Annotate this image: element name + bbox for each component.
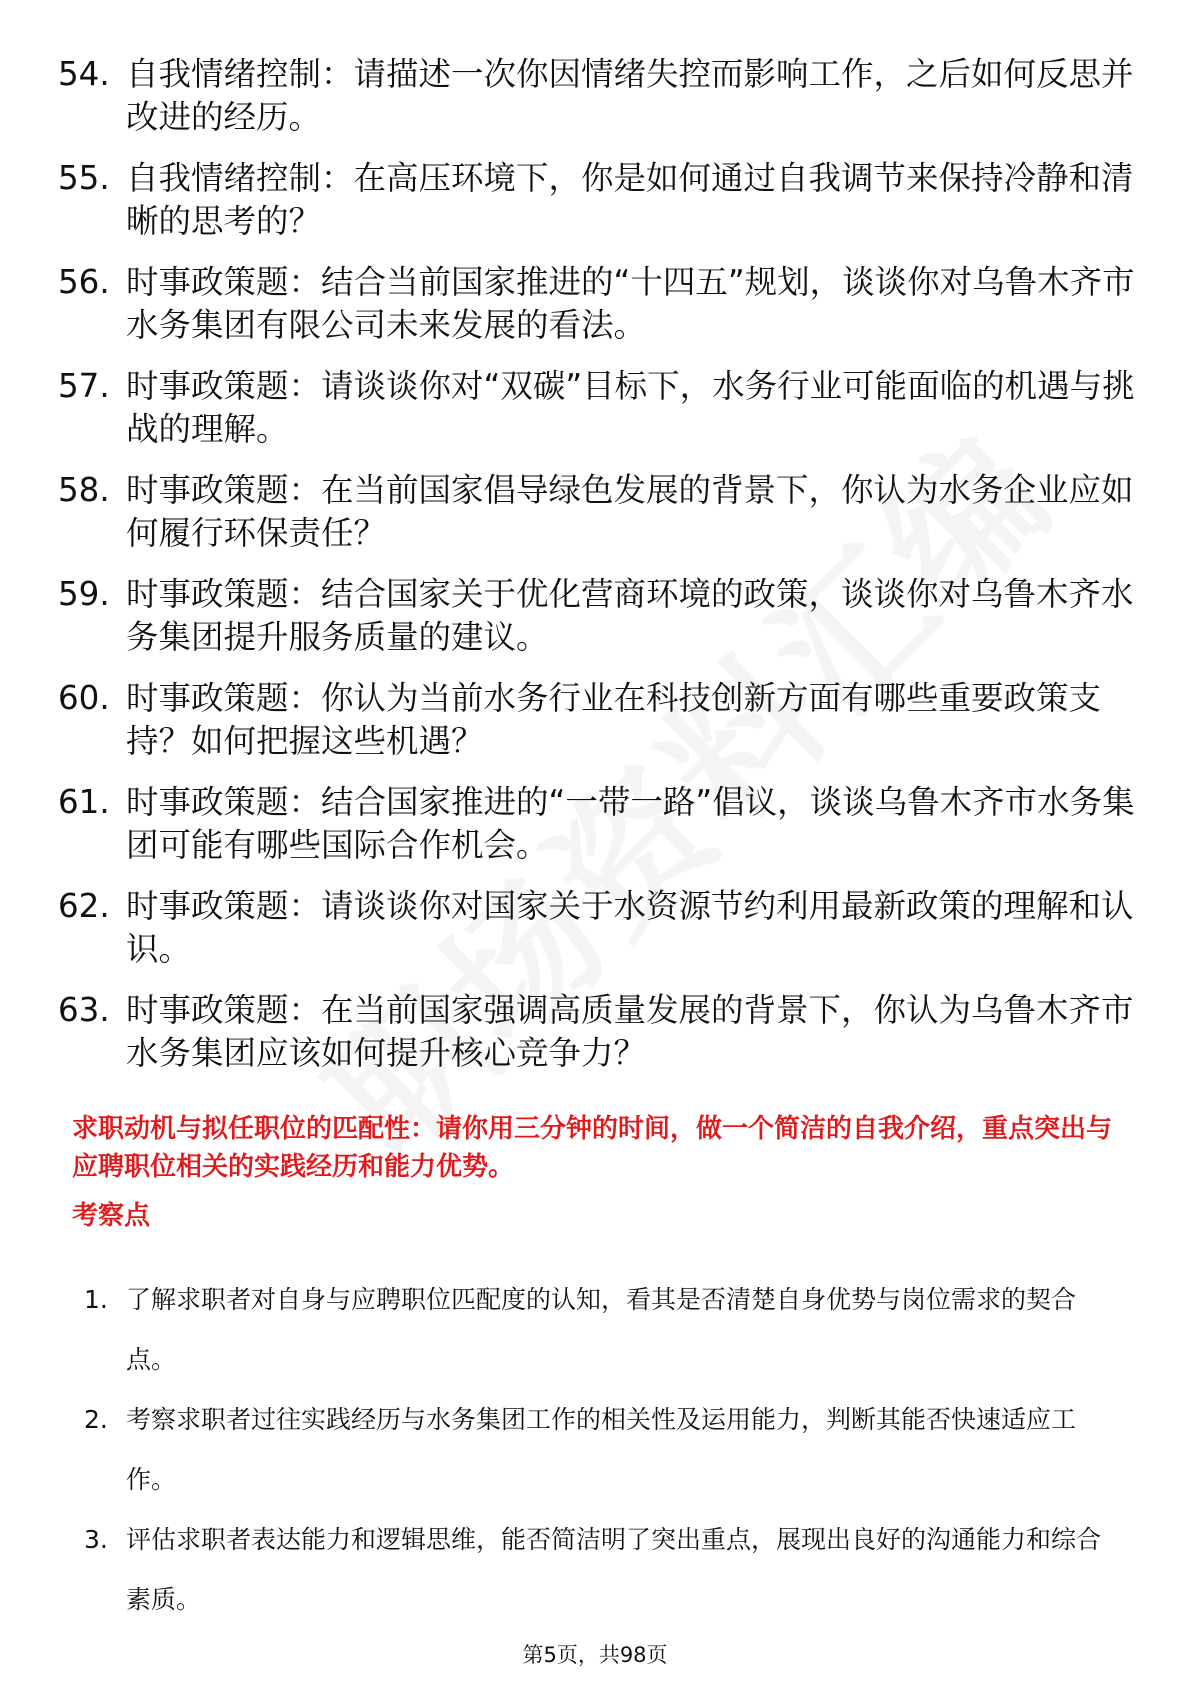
section-subtitle: 考察点 [72,1201,151,1231]
question-text: 时事政策题：请谈谈你对国家关于水资源节约利用最新政策的理解和认识。 [126,887,1134,968]
question-text: 时事政策题：结合国家关于优化营商环境的政策，谈谈你对乌鲁木齐水务集团提升服务质量的建议。 [126,575,1134,656]
question-item [58,261,1138,347]
question-number: 54. [58,55,110,93]
question-text: 时事政策题：结合国家推进的“一带一路”倡议，谈谈乌鲁木齐市水务集团可能有哪些国际合作机会。 [126,783,1135,864]
question-number: 57. [58,367,110,405]
question-number: 56. [58,263,110,301]
assessment-point [84,1510,1124,1630]
question-number: 59. [58,575,110,613]
point-number: 3. [84,1525,108,1554]
question-text: 时事政策题：结合当前国家推进的“十四五”规划，谈谈你对乌鲁木齐市水务集团有限公司未来发展的看法。 [126,263,1135,344]
page-footer: 第5页，共98页 [522,1643,668,1667]
point-text: 了解求职者对自身与应聘职位匹配度的认知，看其是否清楚自身优势与岗位需求的契合点。 [126,1285,1077,1374]
question-item [58,573,1138,659]
question-item [58,781,1138,867]
question-item [58,365,1138,451]
question-text: 自我情绪控制：在高压环境下，你是如何通过自我调节来保持冷静和清晰的思考的？ [126,159,1134,240]
question-text: 时事政策题：在当前国家强调高质量发展的背景下，你认为乌鲁木齐市水务集团应该如何提升核心竞争力？ [126,991,1134,1072]
question-number: 60. [58,679,110,717]
question-text: 时事政策题：你认为当前水务行业在科技创新方面有哪些重要政策支持？如何把握这些机遇？ [126,679,1102,760]
question-item [58,53,1138,139]
question-number: 62. [58,887,110,925]
question-item [58,469,1138,555]
question-text: 时事政策题：在当前国家倡导绿色发展的背景下，你认为水务企业应如何履行环保责任？ [126,471,1134,552]
question-number: 58. [58,471,110,509]
question-item [58,885,1138,971]
point-number: 2. [84,1405,108,1434]
question-number: 61. [58,783,110,821]
assessment-point [84,1270,1124,1390]
question-list [58,53,1138,1093]
point-number: 1. [84,1285,108,1314]
assessment-point [84,1390,1124,1510]
assessment-points-list [84,1270,1124,1630]
question-number: 55. [58,159,110,197]
section-title: 求职动机与拟任职位的匹配性：请你用三分钟的时间，做一个简洁的自我介绍，重点突出与应聘职位相关的实践经历和能力优势。 [72,1114,1113,1182]
point-text: 考察求职者过往实践经历与水务集团工作的相关性及运用能力，判断其能否快速适应工作。 [126,1405,1077,1494]
question-item [58,157,1138,243]
question-text: 自我情绪控制：请描述一次你因情绪失控而影响工作，之后如何反思并改进的经历。 [126,55,1134,136]
question-text: 时事政策题：请谈谈你对“双碳”目标下，水务行业可能面临的机遇与挑战的理解。 [126,367,1135,448]
question-item [58,677,1138,763]
question-number: 63. [58,991,110,1029]
point-text: 评估求职者表达能力和逻辑思维，能否简洁明了突出重点，展现出良好的沟通能力和综合素质。 [126,1525,1102,1614]
question-item [58,989,1138,1075]
